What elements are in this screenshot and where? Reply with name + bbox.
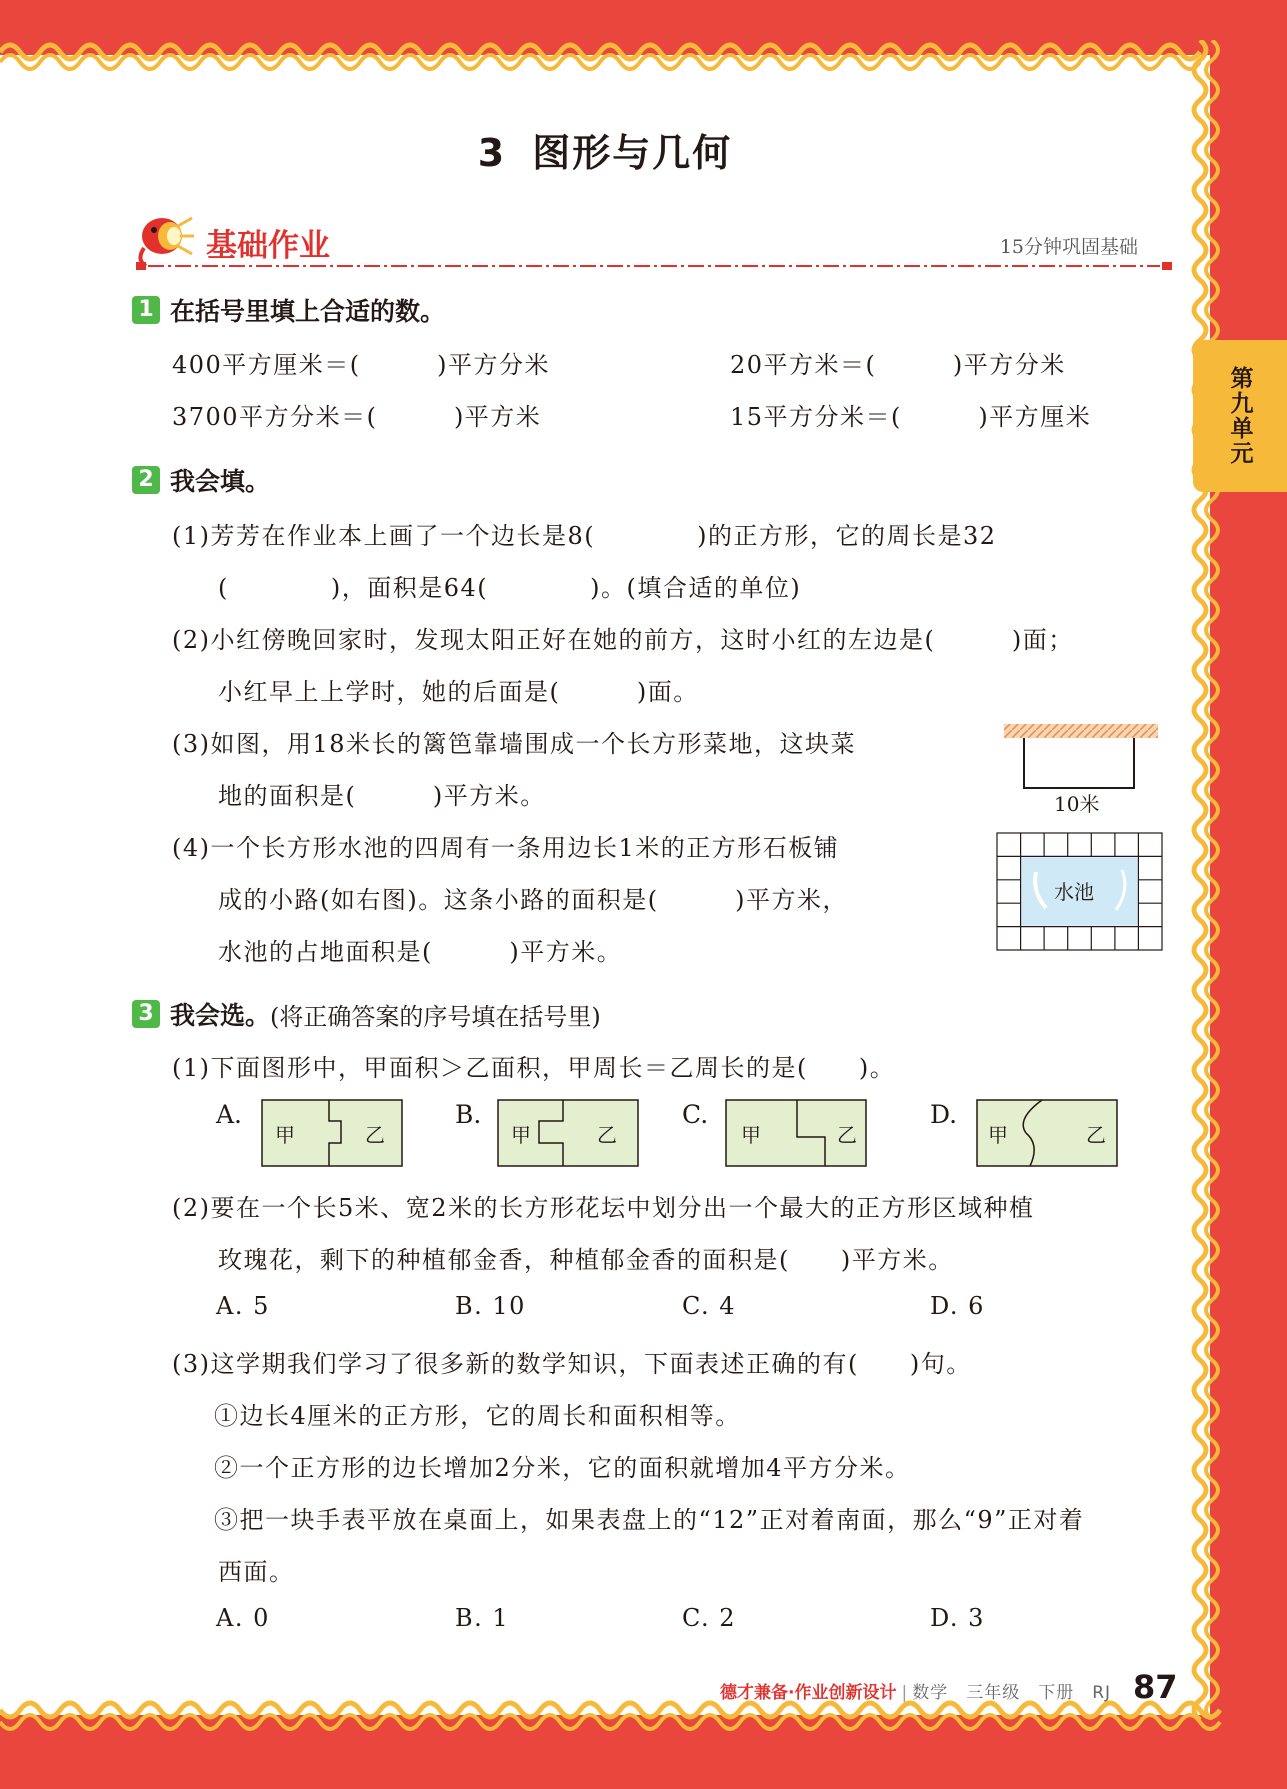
shape-option-d — [976, 1099, 1118, 1167]
q3-p3-option-c[interactable]: C. 2 — [682, 1604, 737, 1632]
shape-a-yi: 乙 — [365, 1123, 385, 1147]
q1-item-c: 3700平方分米＝( )平方米 — [172, 403, 542, 431]
section-subtitle: 15分钟巩固基础 — [999, 236, 1138, 258]
q1-item-d: 15平方分米＝( )平方厘米 — [730, 403, 1092, 431]
fence-outline — [1024, 738, 1134, 788]
q2-part3-line1: (3)如图，用18米长的篱笆靠墙围成一个长方形菜地，这块菜 — [172, 730, 857, 758]
unit-side-tab-label: 第九单元 — [1226, 366, 1253, 466]
q3-p2-option-a[interactable]: A. 5 — [216, 1292, 270, 1320]
q3-p1-option-a-label[interactable]: A. — [216, 1100, 243, 1129]
section-header — [132, 212, 1172, 268]
page-title — [0, 122, 1210, 177]
q2-part4-line3: 水池的占地面积是( )平方米。 — [218, 938, 623, 966]
question-2-heading — [132, 462, 270, 498]
q2-part4-line1: (4)一个长方形水池的四周有一条用边长1米的正方形石板铺 — [172, 834, 840, 862]
shape-c-jia: 甲 — [741, 1123, 761, 1147]
top-wave-border — [0, 32, 1287, 72]
question-3-heading — [132, 996, 601, 1032]
section-label: 基础作业 — [206, 228, 330, 264]
question-1-prompt: 在括号里填上合适的数。 — [170, 297, 446, 326]
bottom-wave-border — [0, 1698, 1287, 1738]
wall-hatch — [1004, 724, 1158, 738]
q2-part4-line2: 成的小路(如右图)。这条小路的面积是( )平方米， — [218, 886, 848, 914]
q2-part3-line2: 地的面积是( )平方米。 — [218, 782, 546, 810]
question-3-prompt: 我会选。 — [170, 1001, 271, 1030]
shape-b-yi: 乙 — [597, 1123, 617, 1147]
question-2-prompt: 我会填。 — [170, 467, 271, 496]
q3-p3-option-b[interactable]: B. 1 — [455, 1604, 510, 1632]
footer-separator: | — [901, 1683, 908, 1703]
megaphone-mascot-icon — [132, 212, 196, 268]
q3-p1-option-b-label[interactable]: B. — [455, 1100, 482, 1129]
q2-part1-line2: ( )，面积是64( )。(填合适的单位) — [218, 574, 802, 602]
q3-p3-statement-3a: ③把一块手表平放在桌面上，如果表盘上的“12”正对着南面，那么“9”正对着 — [214, 1506, 1085, 1534]
q3-p1-option-d-label[interactable]: D. — [930, 1100, 958, 1129]
shape-d-jia: 甲 — [988, 1123, 1008, 1147]
footer-brand: 德才兼备·作业创新设计 — [720, 1683, 897, 1703]
footer-book-info: 数学 三年级 下册 RJ — [912, 1683, 1112, 1703]
shape-c-yi: 乙 — [837, 1123, 857, 1147]
q3-p3-option-a[interactable]: A. 0 — [216, 1604, 270, 1632]
question-1-number: 1 — [132, 296, 160, 324]
q3-p3-statement-2: ②一个正方形的边长增加2分米，它的面积就增加4平方分米。 — [214, 1454, 911, 1482]
q3-part2-line2: 玫瑰花，剩下的种植郁金香，种植郁金香的面积是( )平方米。 — [218, 1246, 954, 1274]
q2-part2-line1: (2)小红傍晚回家时，发现太阳正好在她的前方，这时小红的左边是( )面； — [172, 626, 1074, 654]
shape-option-b — [497, 1099, 639, 1167]
shape-option-c — [725, 1099, 867, 1167]
page-title-text: 图形与几何 — [532, 131, 733, 175]
q3-p3-option-d[interactable]: D. 3 — [930, 1604, 985, 1632]
q1-item-a: 400平方厘米＝( )平方分米 — [172, 351, 551, 379]
fence-wall-diagram — [1004, 722, 1158, 792]
question-3-note: (将正确答案的序号填在括号里) — [270, 1002, 601, 1031]
section-divider — [136, 262, 1172, 270]
q3-p2-option-b[interactable]: B. 10 — [455, 1292, 526, 1320]
shape-b-jia: 甲 — [511, 1123, 531, 1147]
q3-p2-option-c[interactable]: C. 4 — [682, 1292, 737, 1320]
right-wave-border — [1190, 40, 1224, 1720]
page-number: 87 — [1133, 1668, 1178, 1706]
q3-p2-option-d[interactable]: D. 6 — [930, 1292, 985, 1320]
question-2-number: 2 — [132, 466, 160, 494]
q3-p3-statement-3b: 西面。 — [218, 1558, 295, 1586]
question-1-heading — [132, 292, 445, 328]
fence-garden-figure — [1004, 722, 1158, 818]
q1-item-b: 20平方米＝( )平方分米 — [730, 351, 1066, 379]
page-title-number: 3 — [477, 131, 507, 175]
unit-side-tab[interactable] — [1193, 340, 1287, 492]
q3-part2-line1: (2)要在一个长5米、宽2米的长方形花坛中划分出一个最大的正方形区域种植 — [172, 1194, 1035, 1222]
q3-part1-text: (1)下面图形中，甲面积＞乙面积，甲周长＝乙周长的是( )。 — [172, 1054, 896, 1082]
q3-p3-statement-1: ①边长4厘米的正方形，它的周长和面积相等。 — [214, 1402, 741, 1430]
shape-option-a — [261, 1099, 403, 1167]
q2-part1-line1: (1)芳芳在作业本上画了一个边长是8( )的正方形，它的周长是32 — [172, 522, 997, 550]
pool-path-figure — [996, 832, 1164, 952]
question-3-number: 3 — [132, 1000, 160, 1028]
q3-p1-option-c-label[interactable]: C. — [682, 1100, 709, 1129]
fence-length-label: 10米 — [1054, 792, 1100, 816]
shape-a-jia: 甲 — [275, 1123, 295, 1147]
q2-part2-line2: 小红早上上学时，她的后面是( )面。 — [218, 678, 699, 706]
pool-label: 水池 — [1054, 880, 1094, 904]
shape-d-yi: 乙 — [1086, 1123, 1106, 1147]
q3-part3-line1: (3)这学期我们学习了很多新的数学知识，下面表述正确的有( )句。 — [172, 1350, 972, 1378]
